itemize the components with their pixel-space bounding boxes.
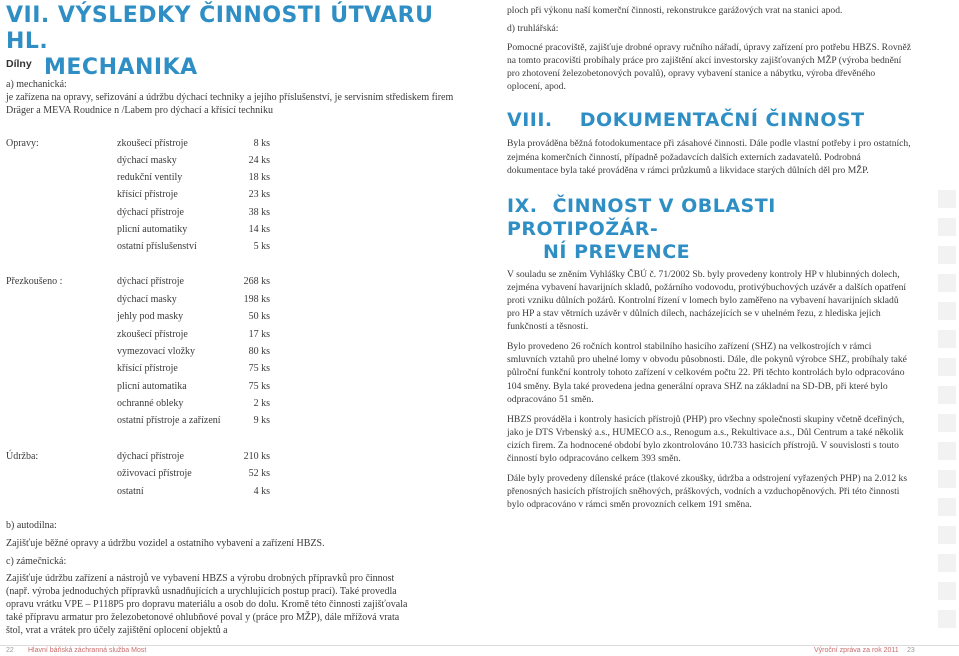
truhlarska-label: d) truhlářská:: [507, 23, 559, 35]
prezkouseno-count: 198 ks: [243, 294, 270, 305]
section-ix-number: IX.: [507, 194, 538, 217]
fire-prevention-paragraph-4: Dále byly provedeny dílenské práce (tlakové zkoušky, údržba a odstrojení vyřazených PHP) na 2.012 ks přenosných hasicích přístrojích sněhových, práškových, vodních a vzduchopěnových. Při této činnosti bylo odpracováno v rámci směn provozních celkem 191 směna.: [507, 473, 908, 511]
footer-right-page-number: 23: [907, 647, 915, 654]
section-ix-title-line2: NÍ PREVENCE: [543, 240, 691, 263]
footer-right-text: Výroční zpráva za rok 2011: [814, 647, 899, 654]
decor-square: [938, 470, 956, 488]
section-ix-heading: [507, 195, 912, 264]
prezkouseno-count: 80 ks: [248, 346, 270, 357]
decor-square: [938, 358, 956, 376]
autodilna-label: b) autodílna:: [6, 520, 57, 531]
opravy-count: 14 ks: [248, 224, 270, 235]
section-vii-heading-line1: VII. VÝSLEDKY ČINNOSTI ÚTVARU HL.: [6, 3, 434, 54]
decor-square: [938, 302, 956, 320]
opravy-count: 24 ks: [248, 155, 270, 166]
opravy-item: zkoušecí přístroje: [117, 138, 188, 149]
footer-left-text: Hlavní báňská záchranná služba Most: [28, 647, 147, 654]
prezkouseno-item: ochranné obleky: [117, 398, 184, 409]
opravy-item: plicní automatiky: [117, 224, 188, 235]
section-viii-title: DOKUMENTAČNÍ ČINNOST: [579, 109, 865, 132]
decor-square: [938, 498, 956, 516]
opravy-item: dýchací masky: [117, 155, 177, 166]
zamecnicka-label: c) zámečnická:: [6, 556, 67, 567]
footer-divider: [0, 645, 959, 646]
opravy-count: 18 ks: [248, 172, 270, 183]
opravy-category: Opravy:: [6, 138, 39, 149]
decor-square: [938, 582, 956, 600]
section-vii-heading: [6, 3, 476, 81]
decor-square: [938, 190, 956, 208]
decor-square: [938, 526, 956, 544]
documentation-text: Byla prováděna běžná fotodokumentace při zásahové činnosti. Dále podle vlastní potřeby i pro ostatních, zejména komerčních činností, případně požadavcích dalších externích zadavatelů. Podrobná dokumentace byla také prováděna v rámci průzkumů a likvidace starých důlních děl pro MŽP.: [507, 138, 911, 176]
udrzba-item: oživovací přístroje: [117, 468, 192, 479]
opravy-item: dýchací přístroje: [117, 207, 184, 218]
opravy-item: redukční ventily: [117, 172, 183, 183]
decor-square: [938, 554, 956, 572]
right-column: [507, 4, 912, 511]
prezkouseno-count: 75 ks: [248, 363, 270, 374]
prezkouseno-item: zkoušecí přístroje: [117, 329, 188, 340]
prezkouseno-item: křísící přístroje: [117, 363, 178, 374]
prezkouseno-count: 268 ks: [243, 276, 270, 287]
opravy-count: 5 ks: [253, 241, 270, 252]
udrzba-count: 52 ks: [248, 468, 270, 479]
decor-square: [938, 330, 956, 348]
opravy-count: 38 ks: [248, 207, 270, 218]
prezkouseno-count: 50 ks: [248, 311, 270, 322]
opravy-item: ostatní příslušenství: [117, 241, 197, 252]
prezkouseno-item: jehly pod masky: [117, 311, 184, 322]
prezkouseno-item: plicní automatika: [117, 381, 187, 392]
opravy-count: 23 ks: [248, 189, 270, 200]
mechanicka-text: je zařízena na opravy, seřizování a údržbu dýchací techniky a jejího příslušenství, je servisním střediskem firem Dräger a MEVA Roudnice n /Labem pro dýchací a křísící techniku: [6, 92, 454, 116]
opravy-item: křísící přístroje: [117, 189, 178, 200]
prezkouseno-count: 9 ks: [253, 415, 270, 426]
intro-text: ploch při výkonu naší komerční činnosti, rekonstrukce garážových vrat na stanici apod.: [507, 5, 843, 16]
fire-prevention-paragraph-3: HBZS prováděla i kontroly hasicích přístrojů (PHP) pro všechny společnosti skupiny včetně dceřiných, jako je DTS Vrbenský a.s., HUMECO a.s., Renogum a.s., Rekultivace a.s., Důl Centrum a také několik cizích firem. Za hodnocené období bylo zkontrolováno 10.733 hasicích přístrojů. V souvislosti s touto činností bylo odpracováno celkem 393 směn.: [507, 413, 905, 464]
udrzba-count: 4 ks: [253, 486, 270, 497]
prezkouseno-count: 2 ks: [253, 398, 270, 409]
prezkouseno-item: dýchací masky: [117, 294, 177, 305]
dilny-subheading: Dílny: [6, 58, 32, 70]
section-ix-title-line1: ČINNOST V OBLASTI PROTIPOŽÁR-: [507, 194, 776, 240]
section-viii-number: VIII.: [507, 109, 553, 132]
prezkouseno-item: dýchací přístroje: [117, 276, 184, 287]
footer-left-page-number: 22: [6, 647, 14, 654]
section-viii-heading: [507, 109, 912, 132]
decor-square: [938, 442, 956, 460]
decor-square: [938, 218, 956, 236]
section-vii-heading-line2: MECHANIKA: [44, 55, 198, 80]
decor-square: [938, 414, 956, 432]
fire-prevention-paragraph-1: V souladu se zněním Vyhlášky ČBÚ č. 71/2002 Sb. byly provedeny kontroly HP v hlubinných dolech, zejména vybavení havarijních skladů, požárního vodovodu, protivýbuchových uzávěr a dalších opatření proti vzniku důlních požárů. Kontrolní řízení v lomech bylo zaměřeno na vybavení havarijních skladů pro HP a stav větrních uzávěr v důlních dílech, nacházejících se v uhelném řezu, z hlediska jejich funkčnosti a těsnosti.: [507, 268, 907, 333]
udrzba-count: 210 ks: [243, 451, 270, 462]
prezkouseno-count: 17 ks: [248, 329, 270, 340]
truhlarska-text: Pomocné pracoviště, zajišťuje drobné opravy ručního nářadí, úpravy zařízení pro potřebu HBZS. Rovněž na tomto pracovišti probíhaly práce pro zajištění akcí investorsky zajišťovaných MŽP (výroba bednění pro zhotovení železobetonových povalů), opravy vybavení stanice a nábytku, výroba dřevěného oplocení, apod.: [507, 42, 911, 93]
prezkouseno-count: 75 ks: [248, 381, 270, 392]
udrzba-item: ostatní: [117, 486, 144, 497]
zamecnicka-text: Zajišťuje údržbu zařízení a nástrojů ve vybavení HBZS a výrobu drobných přípravků pro činnost (např. výroba jednoduchých přípravků usnadňujících a urychlujících postup prací). Také provedla opravu vrátku VPE – P118P5 pro dopravu materiálu a osob do dolu. Kromě této činnosti zajišťovala také přípravu armatur pro železobetonové ohlubňové poval y (práce pro MŽP), dále mřížová vrata štol, vrat a vrátek pro účely zajištění oplocení objektů a: [6, 573, 408, 636]
decor-square: [938, 386, 956, 404]
prezkouseno-item: vymezovací vložky: [117, 346, 196, 357]
autodilna-text: Zajišťuje běžné opravy a údržbu vozidel a ostatního vybavení a zařízení HBZS.: [6, 538, 325, 549]
decor-square: [938, 274, 956, 292]
opravy-count: 8 ks: [253, 138, 270, 149]
udrzba-category: Údržba:: [6, 451, 39, 462]
prezkouseno-category: Přezkoušeno :: [6, 276, 63, 287]
fire-prevention-paragraph-2: Bylo provedeno 26 ročních kontrol stabilního hasicího zařízení (SHZ) na velkostrojích v rámci smluvních vztahů pro uhelné lomy v obvodu působnosti. Dále, dle pokynů výrobce SHZ, probíhaly také půlroční funkční kontroly tohoto zařízení v celkovém počtu 22. Při těchto kontrolách bylo odpracováno 104 směny. Byla také provedena jedna generální oprava SHZ na základní na SD-DB, při které bylo odpracováno 51 směn.: [507, 341, 907, 405]
decor-square: [938, 610, 956, 628]
prezkouseno-item: ostatní přístroje a zařízení: [117, 415, 221, 426]
udrzba-item: dýchací přístroje: [117, 451, 184, 462]
mechanicka-label: a) mechanická:: [6, 79, 67, 90]
decor-square: [938, 246, 956, 264]
